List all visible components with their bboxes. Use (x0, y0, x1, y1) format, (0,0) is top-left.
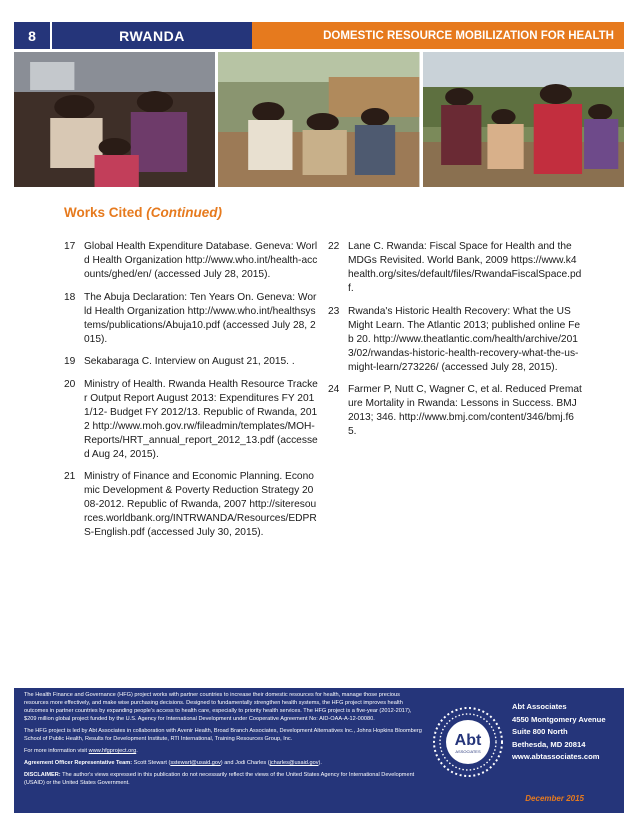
email-link-stewart[interactable]: sstewart@usaid.gov (170, 760, 221, 766)
reference-item (64, 470, 318, 540)
reference-number: 19 (64, 356, 76, 367)
photo-family-outdoors (423, 52, 624, 187)
aor-text: ). (318, 760, 322, 766)
address-line: Bethesda, MD 20814 (512, 739, 586, 749)
more-info-end: . (136, 748, 138, 754)
reference-item (328, 240, 582, 296)
publication-date: December 2015 (525, 794, 584, 803)
reference-item (328, 305, 582, 375)
reference-text: The Abuja Declaration: Ten Years On. Geneva: World Health Organization http://www.who.int/healthsystems/publications/Abuja10.pdf (accessed July 28, 2015). (84, 291, 317, 345)
address-line: 4550 Montgomery Avenue (512, 714, 606, 724)
reference-number: 20 (64, 378, 76, 390)
page-header (14, 22, 624, 49)
section-title (64, 205, 222, 220)
reference-text: Farmer P, Nutt C, Wagner C, et al. Reduced Premature Mortality in Rwanda: Lessons in Success. BMJ 2013; 346. http://www.bmj.com/content/346/bmj.f65. (348, 384, 582, 437)
reference-text: Global Health Expenditure Database. Geneva: World Health Organization http://www.who.int/health-accounts/ghed/en/ (accessed July 28, 2015). (84, 241, 318, 280)
reference-text: Ministry of Health. Rwanda Health Resource Tracker Output Report August 2013: Expenditures FY 2011/12- Budget FY 2012/13. Republic of Rwanda, 2012 http://www.moh.gov.rw/fileadmin/templates/MOH-Reports/HRT_annual_report_2012_13.pdf (accessed Aug 24, 2015). (84, 378, 318, 460)
footer-text (24, 691, 424, 791)
abt-associates-logo (432, 706, 504, 778)
more-info-label: For more information visit (24, 748, 89, 754)
footer-disclaimer (24, 771, 424, 787)
section-subtitle: (Continued) (146, 205, 223, 220)
reference-number: 18 (64, 291, 76, 303)
disclaimer-text: The author's views expressed in this publication do not necessarily reflect the views of the United States Agency for International Development (USAID) or the United States Government. (24, 772, 415, 786)
section-title-text: Works Cited (64, 205, 143, 220)
project-website-link[interactable]: www.hfgproject.org (88, 748, 137, 754)
address-line: Abt Associates (512, 702, 567, 711)
country-label: RWANDA (52, 22, 252, 49)
reference-text: Sekabaraga C. Interview on August 21, 2015. . (84, 356, 295, 367)
photo-family-indoors (14, 52, 215, 187)
reference-number: 22 (328, 241, 340, 252)
reference-item (328, 383, 582, 439)
reference-text: Ministry of Finance and Economic Planning. Economic Development & Poverty Reduction Strategy 2008-2012. Republic of Rwanda, 2007 http://siteresources.worldbank.org/INTRWANDA/Resources/EDPRS-English.pdf (accessed July 30, 2015). (84, 471, 317, 538)
footer-aor-team (24, 759, 424, 767)
company-website[interactable]: www.abtassociates.com (512, 752, 600, 762)
reference-item (64, 378, 318, 462)
reference-item (64, 291, 318, 347)
reference-number: 21 (64, 471, 76, 482)
footer-project-description: The Health Finance and Governance (HFG) project works with partner countries to increase their domestic resources for health, manage those precious resources more effectively, and make wise purchasing decisions. Designed to fundamentally strengthen health systems, the HFG project improves health outcomes in partner countries by expanding people's access to health care, especially to priority health services. The HFG project is a five-year (2012-2017), $209 million global project funded by the U.S. Agency for International Development under Cooperative Agreement No: AID-OAA-A-12-00080. (24, 692, 412, 722)
reference-item (64, 240, 318, 282)
reference-number: 17 (64, 241, 76, 252)
reference-text: Lane C. Rwanda: Fiscal Space for Health and the MDGs Revisited. World Bank, 2009 https://www.k4health.org/sites/default/files/RwandaFiscalSpace.pdf. (348, 241, 582, 294)
photo-strip (14, 52, 624, 187)
disclaimer-label: DISCLAIMER: (24, 772, 61, 778)
logo-text: Abt (454, 732, 482, 749)
aor-label: Agreement Officer Representative Team: (24, 760, 133, 766)
references-left-column (64, 240, 318, 549)
footer-panel (14, 688, 624, 813)
logo-subtext: ASSOCIATES (455, 749, 481, 754)
aor-text: Scott Stewart ( (132, 760, 171, 766)
page-number: 8 (14, 22, 50, 49)
reference-text: Rwanda's Historic Health Recovery: What the US Might Learn. The Atlantic 2013; published online Feb 20. http://www.theatlantic.com/health/archive/2013/02/rwandas-historic-health-recovery-what-the-us-might-learn/273226/ (accessed July 28, 2015). (348, 305, 581, 373)
company-address (512, 701, 606, 764)
email-link-charles[interactable]: jcharles@usaid.gov (269, 760, 319, 766)
footer-more-info (24, 747, 424, 755)
photo-children-village (218, 52, 419, 187)
reference-number: 23 (328, 305, 340, 317)
reference-item (64, 355, 318, 369)
references-right-column (328, 240, 582, 448)
aor-text: ) and Jodi Charles ( (220, 760, 270, 766)
document-title: DOMESTIC RESOURCE MOBILIZATION FOR HEALTH (252, 22, 624, 49)
reference-number: 24 (328, 384, 340, 395)
address-line: Suite 800 North (512, 727, 568, 737)
footer-partners: The HFG project is led by Abt Associates in collaboration with Avenir Health, Broad Branch Associates, Development Alternatives Inc., Johns Hopkins Bloomberg School of Public Health, Results for Development Institute, RTI International, Training Resources Group, Inc. (24, 728, 422, 742)
